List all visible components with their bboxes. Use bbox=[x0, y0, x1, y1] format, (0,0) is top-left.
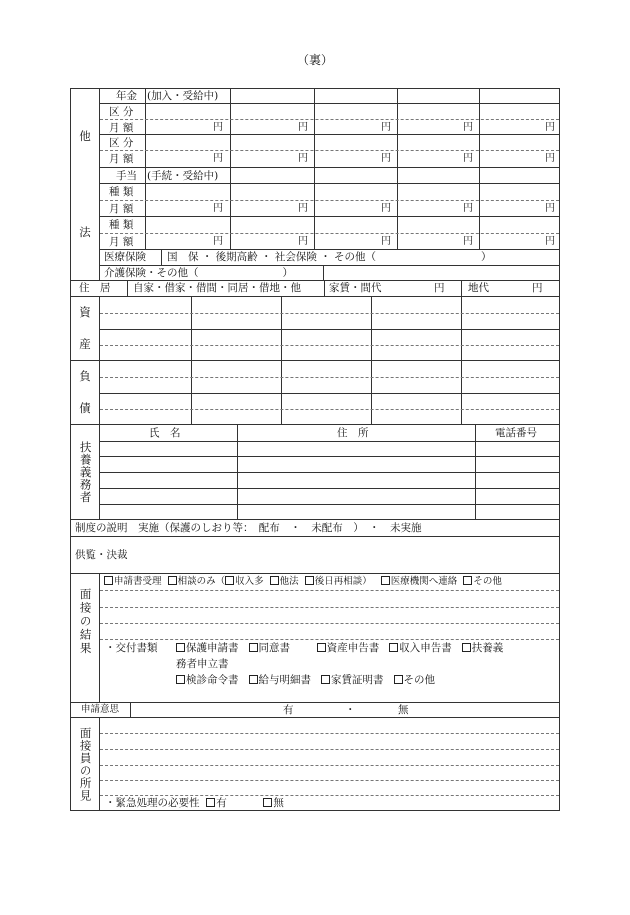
jukyo-section bbox=[71, 280, 559, 296]
chidai-label: 地代 bbox=[468, 282, 489, 294]
yen-4c: 円 bbox=[381, 236, 391, 247]
kinkyu-label: ・緊急処理の必要性 bbox=[105, 797, 200, 809]
nenkin-status: (加入・受給中) bbox=[147, 90, 219, 102]
docs-line1 bbox=[176, 641, 503, 655]
getsugaku-label-3: 月 額 bbox=[109, 203, 134, 215]
fusai-section bbox=[71, 360, 559, 424]
kubun-label-1: 区 分 bbox=[109, 106, 134, 118]
teate-label: 手当 bbox=[116, 170, 137, 182]
seido-section bbox=[71, 519, 559, 536]
iryo-label: 医療保険 bbox=[104, 251, 146, 263]
yen-3b: 円 bbox=[298, 203, 308, 214]
yen-2b: 円 bbox=[298, 153, 308, 164]
yen-3a: 円 bbox=[213, 203, 223, 214]
opt-gojitsu: 後日再相談） bbox=[314, 576, 372, 587]
yen-4a: 円 bbox=[213, 236, 223, 247]
checkbox-shunyu-ta[interactable] bbox=[225, 576, 234, 585]
opt-tahou: 他法 bbox=[279, 576, 299, 587]
yen-2a: 円 bbox=[213, 153, 223, 164]
shurui-label-2: 種 類 bbox=[109, 219, 134, 231]
yen-1b: 円 bbox=[298, 122, 308, 133]
checkbox-tahou[interactable] bbox=[270, 576, 279, 585]
checkbox-gojitsu[interactable] bbox=[305, 576, 314, 585]
checkbox-shisan-shinkoku[interactable] bbox=[317, 643, 326, 652]
mensetsu-row1 bbox=[104, 575, 502, 589]
checkbox-kinkyu-yu[interactable] bbox=[206, 798, 215, 807]
fuyo-col-phone: 電話番号 bbox=[495, 427, 537, 439]
kinkyu-mu: 無 bbox=[273, 797, 284, 809]
checkbox-yachin[interactable] bbox=[321, 675, 330, 684]
yen-3d: 円 bbox=[463, 203, 473, 214]
doc-shisan-shinkoku: 資産申告書 bbox=[326, 642, 380, 654]
checkbox-kinkyu-mu[interactable] bbox=[263, 798, 272, 807]
chidai-yen: 円 bbox=[532, 282, 543, 294]
opt-shinsei-juri: 申請書受理 bbox=[114, 576, 162, 587]
opt-iryo-renraku: 医療機関へ連絡 bbox=[390, 576, 458, 587]
doc-kenshin: 検診命令書 bbox=[186, 674, 239, 686]
shoken-section bbox=[71, 717, 559, 810]
checkbox-doisho[interactable] bbox=[249, 643, 258, 652]
kinkyu-row bbox=[105, 796, 284, 810]
tahou-label-top: 他 bbox=[79, 129, 91, 144]
shinsei-mu: 無 bbox=[398, 704, 409, 716]
doc-hogo-shinsei: 保護申請書 bbox=[186, 642, 239, 654]
kyoran-section bbox=[71, 536, 559, 573]
doc-kyuyo: 給与明細書 bbox=[258, 674, 312, 686]
kyoran-text: 供覧・決裁 bbox=[75, 549, 128, 561]
shinsei-label: 申請意思 bbox=[81, 704, 120, 715]
kinkyu-yu: 有 bbox=[216, 797, 227, 809]
doc-shunyu-shinkoku: 収入申告書 bbox=[399, 642, 452, 654]
mensetsu-label bbox=[71, 574, 100, 702]
checkbox-fuyo-gi[interactable] bbox=[462, 643, 471, 652]
yen-1e: 円 bbox=[545, 122, 555, 133]
doc-fuyo-gi: 扶養義 bbox=[471, 642, 504, 654]
tahou-section bbox=[71, 89, 559, 280]
checkbox-hogo-shinsei[interactable] bbox=[176, 643, 185, 652]
yen-2d: 円 bbox=[463, 153, 473, 164]
yen-3e: 円 bbox=[545, 203, 555, 214]
opt-sodan-nomi: 相談のみ（ bbox=[177, 576, 226, 587]
fusai-label-2: 債 bbox=[79, 400, 91, 415]
checkbox-kenshin[interactable] bbox=[176, 675, 185, 684]
yachin-yen: 円 bbox=[434, 282, 445, 294]
getsugaku-label-4: 月 額 bbox=[109, 236, 134, 248]
opt-shunyu-ta: 収入多 bbox=[235, 576, 264, 587]
fuyo-label bbox=[71, 425, 100, 519]
docs-line2 bbox=[176, 673, 435, 687]
shurui-label-1: 種 類 bbox=[109, 186, 134, 198]
shisan-label-1: 資 bbox=[79, 305, 91, 320]
tahou-label bbox=[71, 89, 100, 280]
checkbox-sodan-nomi[interactable] bbox=[168, 576, 177, 585]
checkbox-kyuyo[interactable] bbox=[249, 675, 258, 684]
page-title: （裏） bbox=[296, 53, 333, 67]
fusai-label bbox=[71, 361, 100, 424]
yen-2e: 円 bbox=[545, 153, 555, 164]
kofu-label: ・交付書類 bbox=[105, 642, 158, 654]
shinsei-dot: ・ bbox=[345, 704, 356, 716]
fuyo-col-address: 住 所 bbox=[337, 427, 369, 439]
nenkin-label: 年金 bbox=[116, 90, 137, 102]
yen-3c: 円 bbox=[381, 203, 391, 214]
getsugaku-label-1: 月 額 bbox=[109, 122, 134, 134]
iryo-options: 国 保 ・ 後期高齢 ・ 社会保険 ・ その他（ ） bbox=[167, 251, 492, 263]
checkbox-shinsei-juri[interactable] bbox=[104, 576, 113, 585]
yen-4e: 円 bbox=[545, 236, 555, 247]
yen-4b: 円 bbox=[298, 236, 308, 247]
kubun-label-2: 区 分 bbox=[109, 137, 134, 149]
fuyo-section bbox=[71, 424, 559, 519]
interview-form bbox=[70, 88, 560, 811]
yen-1a: 円 bbox=[213, 122, 223, 133]
doc-sonota: その他 bbox=[403, 674, 436, 686]
fuyo-label-text: 扶養義務者 bbox=[78, 440, 93, 504]
docs-line1-wrap: 務者申立書 bbox=[176, 658, 229, 670]
shoken-label-text: 面接員の所見 bbox=[78, 726, 93, 802]
shisan-label bbox=[71, 297, 100, 360]
shinsei-section bbox=[71, 702, 559, 717]
yen-1c: 円 bbox=[381, 122, 391, 133]
mensetsu-section bbox=[71, 573, 559, 702]
shoken-label bbox=[71, 718, 100, 810]
opt-sonota-1: その他 bbox=[473, 576, 502, 587]
fuyo-col-name: 氏 名 bbox=[149, 427, 181, 439]
checkbox-sonota-2[interactable] bbox=[394, 675, 403, 684]
tahou-label-bottom: 法 bbox=[79, 224, 91, 239]
yen-4d: 円 bbox=[463, 236, 473, 247]
yen-2c: 円 bbox=[381, 153, 391, 164]
doc-yachin: 家賃証明書 bbox=[331, 674, 384, 686]
mensetsu-label-text: 面接の結果 bbox=[78, 588, 93, 656]
fusai-label-1: 負 bbox=[79, 369, 91, 384]
yen-1d: 円 bbox=[463, 122, 473, 133]
yachin-label: 家賃・間代 bbox=[329, 282, 382, 294]
checkbox-iryo-renraku[interactable] bbox=[381, 576, 390, 585]
checkbox-shunyu-shinkoku[interactable] bbox=[389, 643, 398, 652]
seido-text: 制度の説明 実施（保護のしおり等： 配布 ・ 未配布 ） ・ 未実施 bbox=[75, 522, 422, 534]
kaigo-label: 介護保険・その他（ ） bbox=[104, 267, 293, 279]
shisan-label-2: 産 bbox=[79, 336, 91, 351]
jukyo-options: 自家・借家・借間・同居・借地・他 bbox=[133, 282, 301, 294]
doc-doisho: 同意書 bbox=[258, 642, 291, 654]
teate-status: (手続・受給中) bbox=[147, 170, 219, 182]
checkbox-sonota-1[interactable] bbox=[463, 576, 472, 585]
shisan-section bbox=[71, 296, 559, 360]
getsugaku-label-2: 月 額 bbox=[109, 153, 134, 165]
jukyo-label: 住 居 bbox=[79, 282, 111, 294]
shinsei-yu: 有 bbox=[283, 704, 294, 716]
